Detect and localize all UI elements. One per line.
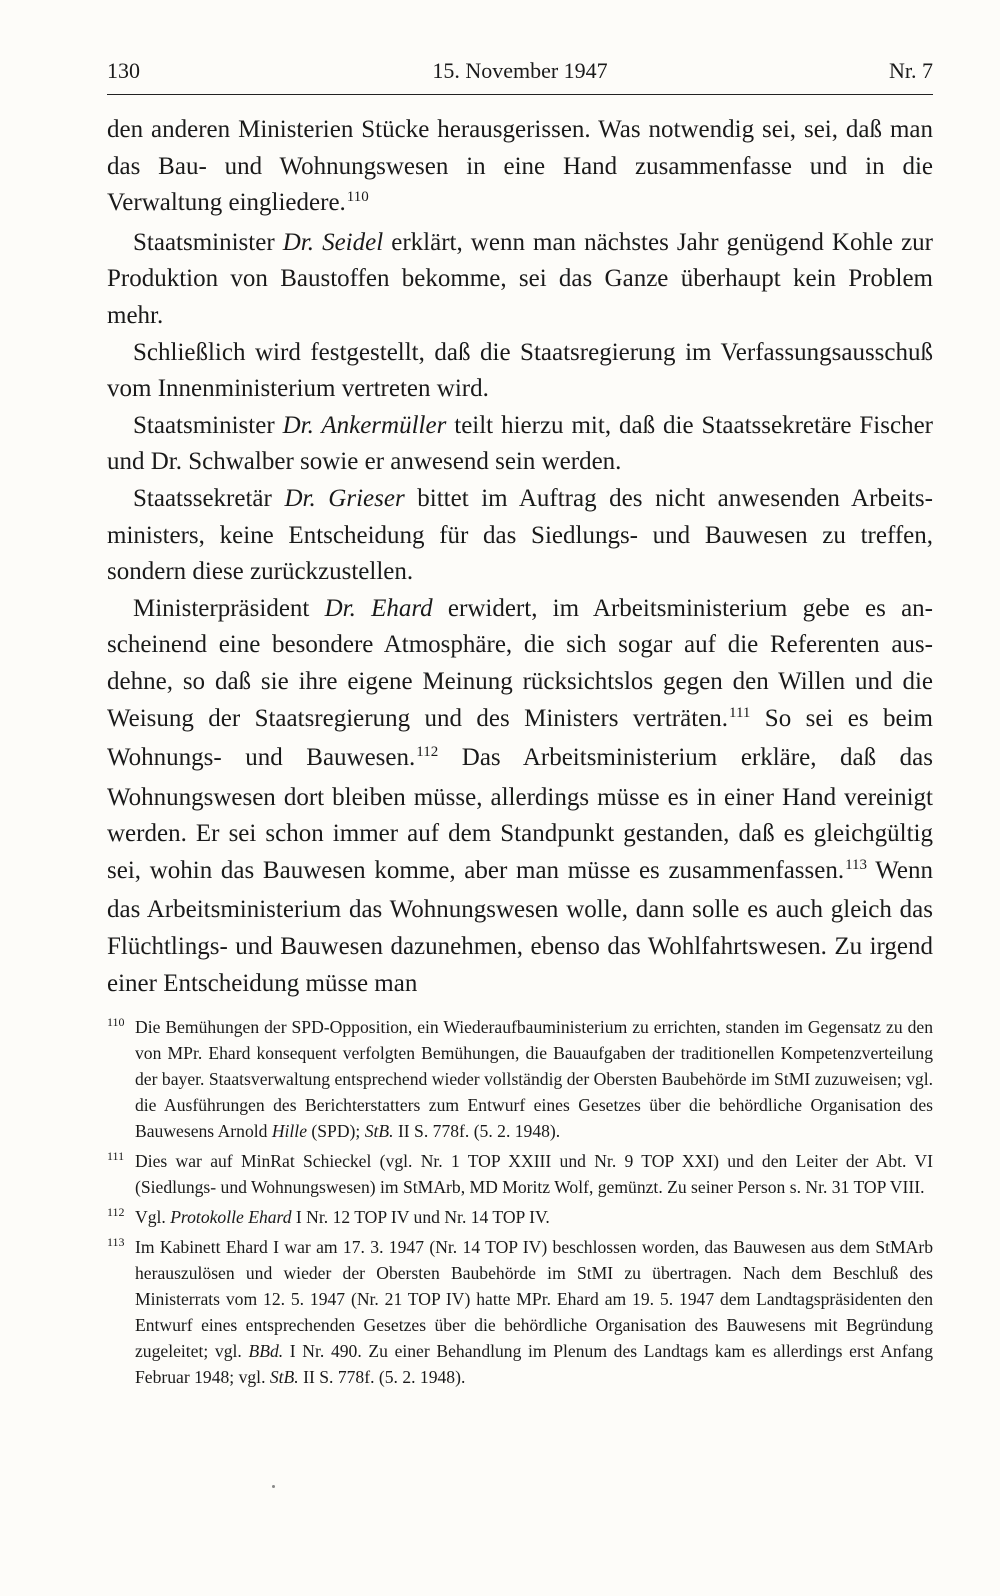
footnote-text: Im Kabinett Ehard I war am 17. 3. 1947 (Nr. 14 TOP IV) beschlossen worden, das Bauwesen aus dem StMArb herauszulösen und wieder der Obersten Baubehörde im StMI zu übertragen. Nach dem Beschluß des Ministerrats vom 12. 5. 1947 (Nr. 21 TOP IV) hatte MPr. Ehard am 19. 5. 1947 dem Landtagspräsidenten den Entwurf eines entsprechenden Gesetzes über die behördliche Organisation des Bauwesens mit Begründung zugeleitet; vgl. bbox=[135, 1237, 933, 1361]
paragraph-text: Staatssekretär bbox=[133, 484, 285, 512]
paragraph-text: Staatsminister bbox=[133, 411, 283, 439]
footnote-ref[interactable]: 110 bbox=[346, 189, 369, 206]
paragraph bbox=[107, 481, 933, 591]
footnote-text: I Nr. 12 TOP IV und Nr. 14 TOP IV. bbox=[291, 1207, 550, 1227]
running-head bbox=[107, 54, 933, 88]
speaker-name: Dr. Ankermüller bbox=[282, 411, 447, 439]
paragraph-text: Wenn das Arbeitsministerium das Wohnungswesen wolle, dann solle es auch gleich das Flüchtlings- und Bauwesen dazunehmen, ebenso das Wohlfahrtswesen. Zu irgend einer Entscheidung müsse man bbox=[107, 856, 933, 997]
source-title: Protokolle Ehard bbox=[170, 1207, 292, 1227]
paragraph bbox=[107, 408, 933, 481]
person-name: Hille bbox=[271, 1121, 308, 1141]
paragraph-text: bittet im Auftrag des nicht anwesenden Arbeitsministers, keine Entscheidung für das Siedlungs- und Bauwesen zu treffen, sondern diese zurückzustellen. bbox=[107, 484, 933, 586]
footnote-number: 112 bbox=[107, 1205, 125, 1219]
print-speck bbox=[272, 1485, 275, 1488]
paragraph bbox=[107, 225, 933, 335]
paragraph bbox=[107, 591, 933, 1003]
speaker-name: Dr. Seidel bbox=[282, 228, 384, 256]
footnote bbox=[107, 1014, 933, 1144]
paragraph bbox=[107, 112, 933, 225]
paragraph-text: Das Arbeitsministerium erkläre, daß das Wohnungswesen dort bleiben müsse, allerdings müsse es in einer Hand vereinigt werden. Er sei schon immer auf dem Standpunkt gestanden, daß es gleichgültig sei, wohin das Bauwesen komme, aber man müsse es zusammenfassen. bbox=[107, 744, 933, 884]
footnote-text: I Nr. 490. Zu einer Behandlung im Plenum des Landtags kam es allerdings erst Anfang Februar 1948; vgl. bbox=[135, 1341, 933, 1387]
footnote-ref[interactable]: 111 bbox=[729, 704, 751, 721]
footnote bbox=[107, 1234, 933, 1390]
footnote-text: Dies war auf MinRat Schieckel (vgl. Nr. 1 TOP XXIII und Nr. 9 TOP XXI) und den Leiter der Abt. VI (Siedlungs- und Wohnungswesen) im StMArb, MD Moritz Wolf, gemünzt. Zu seiner Person s. Nr. 31 TOP VIII. bbox=[135, 1151, 933, 1197]
footnote-number: 110 bbox=[107, 1015, 125, 1029]
source-abbrev: StB. bbox=[269, 1367, 299, 1387]
paragraph-text: Ministerpräsident bbox=[133, 594, 325, 622]
paragraph-text: So sei es beim Wohnungs- und Bauwesen. bbox=[107, 704, 933, 772]
paragraph-text: erwidert, im Arbeitsministerium gebe es anscheinend eine besondere Atmosphäre, die sich sogar auf die Referenten ausdehne, so daß sie ihre eigene Meinung rücksichtslos gegen den Willen und die Weisung der Staatsregierung und des Ministers verträten. bbox=[107, 594, 933, 732]
header-rule bbox=[107, 94, 933, 95]
paragraph bbox=[107, 335, 933, 408]
source-abbrev: BBd. bbox=[248, 1341, 284, 1361]
page-number: 130 bbox=[107, 58, 140, 83]
footnote-text: Vgl. bbox=[135, 1207, 171, 1227]
source-abbrev: StB. bbox=[364, 1121, 394, 1141]
footnote bbox=[107, 1204, 933, 1230]
footnote-text: (SPD); bbox=[307, 1121, 365, 1141]
footnote-text: Die Bemühungen der SPD-Opposition, ein Wiederaufbauministerium zu errichten, standen im Gegensatz zu den von MPr. Ehard konsequent verfolgten Bemühungen, die Bauaufgaben der traditionellen Kompetenzverteilung der bayer. Staatsverwaltung entsprechend wieder vollständig der Obersten Baubehörde im StMI zuzuweisen; vgl. die Ausführungen des Berichterstatters zum Entwurf eines Gesetzes über die behördliche Organisation des Bauwesens Arnold bbox=[135, 1017, 933, 1141]
footnote-ref[interactable]: 112 bbox=[416, 744, 439, 761]
footnote-number: 111 bbox=[107, 1149, 125, 1163]
document-number: Nr. 7 bbox=[889, 58, 933, 83]
main-text bbox=[107, 112, 933, 1002]
paragraph-text: teilt hierzu mit, daß die Staatssekretäre Fischer und Dr. Schwalber sowie er anwesend sein werden. bbox=[107, 411, 933, 476]
paragraph-text: den anderen Ministerien Stücke herausgerissen. Was notwendig sei, sei, daß man das Bau- und Wohnungswesen in eine Hand zusammenfasse und in die Verwaltung eingliedere. bbox=[107, 116, 933, 217]
speaker-name: Dr. Ehard bbox=[324, 594, 433, 622]
paragraph-text: Schließlich wird festgestellt, daß die Staatsregierung im Verfassungsausschuß vom Innenministerium vertreten wird. bbox=[107, 338, 933, 403]
paragraph-text: erklärt, wenn man nächstes Jahr genügend Kohle zur Produktion von Baustoffen bekomme, sei das Ganze überhaupt kein Problem mehr. bbox=[107, 228, 933, 329]
paragraph-text: Staatsminister bbox=[133, 228, 283, 256]
footnote-text: II S. 778f. (5. 2. 1948). bbox=[298, 1367, 466, 1387]
speaker-name: Dr. Grieser bbox=[284, 484, 405, 512]
header-date: 15. November 1947 bbox=[432, 58, 608, 83]
footnote bbox=[107, 1148, 933, 1200]
footnote-number: 113 bbox=[107, 1235, 125, 1249]
footnote-text: II S. 778f. (5. 2. 1948). bbox=[393, 1121, 561, 1141]
footnote-ref[interactable]: 113 bbox=[845, 856, 868, 873]
footnotes bbox=[107, 1014, 933, 1394]
